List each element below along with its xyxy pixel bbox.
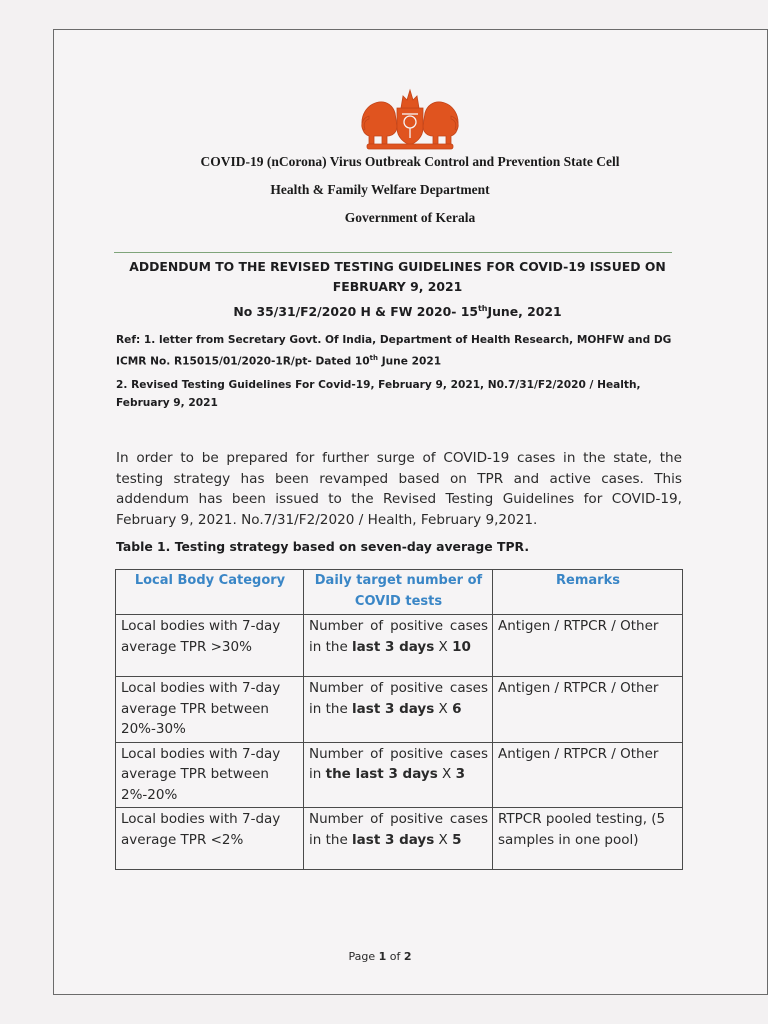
header-cell-name: COVID-19 (nCorona) Virus Outbreak Control and Prevention State Cell <box>200 154 620 169</box>
header-government: Government of Kerala <box>344 210 476 225</box>
table-row <box>116 742 683 808</box>
intro-paragraph: In order to be prepared for further surge of COVID-19 cases in the state, the testing strategy has been revamped based on TPR and active cases. This addendum has been issued to the Revised Testing Guidelines for COVID-19, February 9, 2021. No.7/31/F2/2020 / Health, February 9,2021. <box>116 450 682 528</box>
remarks-cell: Antigen / RTPCR / Other <box>493 677 683 743</box>
header-daily-target: Daily target number of COVID tests <box>304 570 493 615</box>
table-row <box>116 808 683 870</box>
page-number: Page 1 of 2 <box>348 950 412 963</box>
target-cell: Number of positive cases in the last 3 days X 3 <box>304 742 493 808</box>
header-remarks: Remarks <box>493 570 683 615</box>
table-row <box>116 615 683 677</box>
target-cell: Number of positive cases in the last 3 days X 5 <box>304 808 493 870</box>
remarks-cell: Antigen / RTPCR / Other <box>493 742 683 808</box>
kerala-state-emblem-icon <box>357 86 463 152</box>
table-row <box>116 677 683 743</box>
category-cell: Local bodies with 7-day average TPR between 2%-20% <box>116 742 304 808</box>
category-cell: Local bodies with 7-day average TPR between 20%-30% <box>116 677 304 743</box>
remarks-cell: Antigen / RTPCR / Other <box>493 615 683 677</box>
reference-1: Ref: 1. letter from Secretary Govt. Of India, Department of Health Research, MOHFW and DG ICMR No. R15015/01/2020-1R/pt- Dated 10th June 2021 <box>116 334 672 368</box>
table-caption: Table 1. Testing strategy based on seven-day average TPR. <box>116 539 530 554</box>
order-number: No 35/31/F2/2020 H & FW 2020- 15thJune, 2021 <box>233 304 562 320</box>
header-divider <box>114 252 672 253</box>
target-cell: Number of positive cases in the last 3 days X 6 <box>304 677 493 743</box>
remarks-cell: RTPCR pooled testing, (5 samples in one pool) <box>493 808 683 870</box>
category-cell: Local bodies with 7-day average TPR >30% <box>116 615 304 677</box>
reference-2: 2. Revised Testing Guidelines For Covid-19, February 9, 2021, N0.7/31/F2/2020 / Health, February 9, 2021 <box>116 379 641 409</box>
table-header-row <box>116 570 683 615</box>
target-cell: Number of positive cases in the last 3 days X 10 <box>304 615 493 677</box>
header-local-body-category: Local Body Category <box>116 570 304 615</box>
testing-strategy-table <box>115 569 683 870</box>
document-title: ADDENDUM TO THE REVISED TESTING GUIDELINES FOR COVID-19 ISSUED ON FEBRUARY 9, 2021 <box>129 259 666 294</box>
header-department: Health & Family Welfare Department <box>270 182 490 197</box>
category-cell: Local bodies with 7-day average TPR <2% <box>116 808 304 870</box>
